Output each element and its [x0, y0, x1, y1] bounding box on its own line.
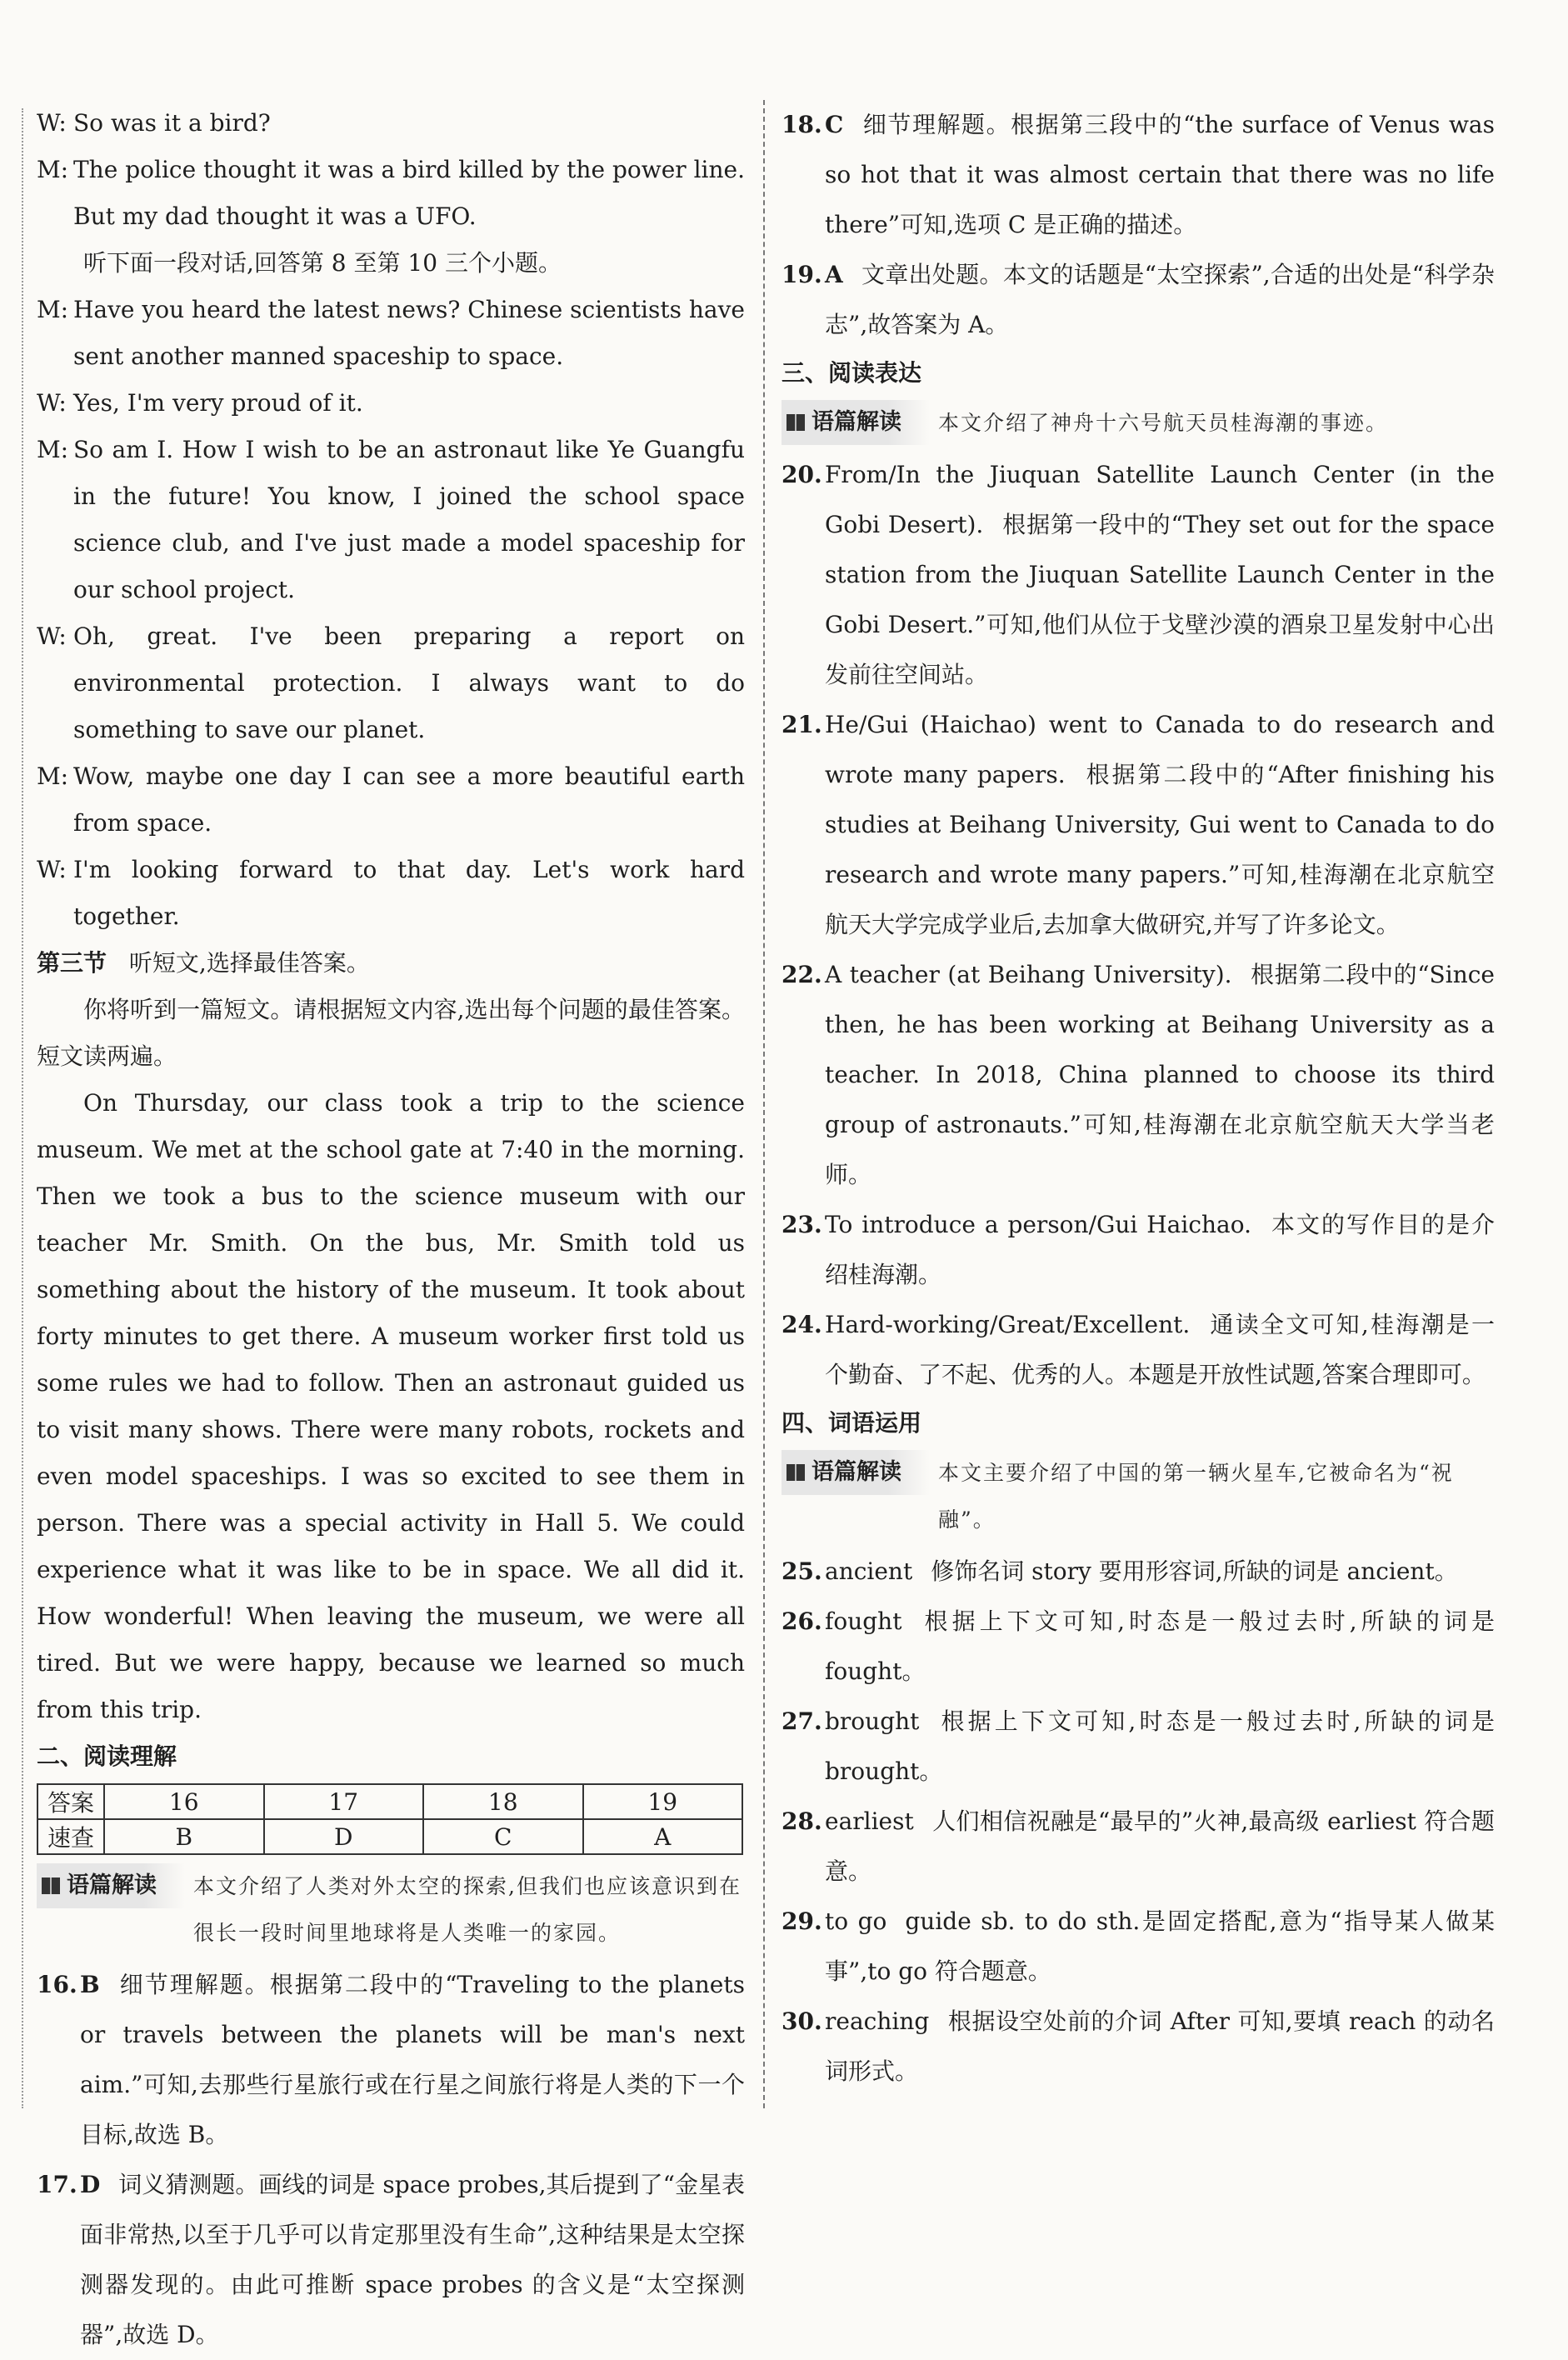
item-body: [825, 1897, 1495, 1997]
item-explanation: 根据上下文可知,时态是一般过去时,所缺的词是 fought。: [825, 1608, 1495, 1685]
right-column: [782, 100, 1495, 2097]
item-answer: He/Gui (Haichao) went to Canada to do research and wrote many papers.: [825, 711, 1495, 788]
item-explanation: 通读全文可知,桂海潮是一个勤奋、了不起、优秀的人。本题是开放性试题,答案合理即可。: [825, 1311, 1495, 1388]
item-explanation: 文章出处题。本文的话题是“太空探索”,合适的出处是“科学杂志”,故答案为 A。: [825, 261, 1495, 338]
section-3-label: 第三节: [37, 949, 107, 977]
speaker-tag: M:: [37, 296, 69, 323]
item-answer: Hard-working/Great/Excellent.: [825, 1311, 1191, 1338]
item-explanation: 修饰名词 story 要用形容词,所缺的词是 ancient。: [931, 1558, 1458, 1585]
item-explanation: 根据第二段中的“After finishing his studies at Beihang University, Gui went to Canada to do research and wrote many papers.”可知,桂海潮在北京航空航天大学完成学业后,去加拿大做研究,并写了许多论文。: [825, 761, 1495, 938]
speaker-tag: M:: [37, 436, 69, 463]
section-3-intro: 你将听到一篇短文。请根据短文内容,选出每个问题的最佳答案。短文读两遍。: [37, 996, 745, 1070]
analysis-badge-label: 语篇解读: [811, 1459, 901, 1485]
dialog-text: So was it a bird?: [73, 109, 271, 137]
dialog-line: [37, 147, 745, 240]
item-number: 28.: [782, 1808, 822, 1835]
item-number: 24.: [782, 1311, 822, 1338]
item-body: [825, 1300, 1495, 1400]
item-body: [825, 100, 1495, 250]
reading-comprehension-heading: 二、阅读理解: [37, 1742, 177, 1770]
speaker-tag: W:: [37, 109, 67, 137]
analysis-text: 本文介绍了人类对外太空的探索,但我们也应该意识到在很长一段时间里地球将是人类唯一的家园。: [193, 1874, 742, 1945]
section-3-heading: [37, 940, 745, 987]
book-icon: [40, 1875, 62, 1897]
item-body: [825, 250, 1495, 350]
item-number: 30.: [782, 2008, 822, 2035]
item-explanation: 词义猜测题。画线的词是 space probes,其后提到了“金星表面非常热,以至于几乎可以肯定那里没有生命”,这种结果是太空探测器发现的。由此可推断 space probes 的含义是“太空探测器”,故选 D。: [80, 2171, 745, 2348]
text-analysis: [37, 1863, 745, 1957]
table-cell: B: [104, 1819, 264, 1854]
item-answer: brought: [825, 1708, 920, 1735]
item-number: 26.: [782, 1608, 822, 1635]
answer-table-row: [37, 1819, 742, 1854]
word-usage-heading: 四、词语运用: [782, 1409, 922, 1437]
item-number: 27.: [782, 1708, 822, 1735]
item-explanation: 根据第一段中的“They set out for the space station from the Jiuquan Satellite Launch Center in the Gobi Desert.”可知,他们从位于戈壁沙漠的酒泉卫星发射中心出发前往空间站。: [825, 511, 1495, 688]
dialog-text: The police thought it was a bird killed by the power line. But my dad thought it was a UFO.: [73, 156, 745, 230]
item-answer: To introduce a person/Gui Haichao.: [825, 1211, 1252, 1238]
text-analysis: [782, 1450, 1495, 1543]
item-body: [825, 1797, 1495, 1897]
answer-item: [37, 2160, 745, 2360]
listening-instruction: 听下面一段对话,回答第 8 至第 10 三个小题。: [83, 249, 562, 277]
answer-item: [782, 1547, 1495, 1597]
item-number: 22.: [782, 961, 822, 988]
answer-item: [782, 100, 1495, 250]
analysis-text: 本文主要介绍了中国的第一辆火星车,它被命名为“祝融”。: [938, 1461, 1454, 1532]
item-answer: fought: [825, 1608, 902, 1635]
book-icon: [785, 412, 806, 433]
dialog-line: [37, 753, 745, 847]
item-answer: earliest: [825, 1808, 914, 1835]
dialog-line: [37, 100, 745, 147]
answer-item: [782, 950, 1495, 1200]
answer-item: [782, 1200, 1495, 1300]
table-label: 答案: [37, 1784, 104, 1819]
item-body: [825, 1547, 1495, 1597]
item-number: 23.: [782, 1211, 822, 1238]
speaker-tag: M:: [37, 762, 69, 790]
table-cell: A: [583, 1819, 743, 1854]
analysis-badge-label: 语篇解读: [811, 409, 901, 435]
answer-item: [782, 1697, 1495, 1797]
item-number: 19.: [782, 261, 822, 288]
item-explanation: 细节理解题。根据第二段中的“Traveling to the planets or travels between the planets will be man's next aim.”可知,去那些行星旅行或在行星之间旅行将是人类的下一个目标,故选 B。: [80, 1971, 745, 2148]
analysis-badge-label: 语篇解读: [67, 1872, 157, 1898]
item-body: [825, 700, 1495, 950]
item-body: [825, 1200, 1495, 1300]
analysis-badge: [782, 400, 930, 445]
item-explanation: 人们相信祝融是“最早的”火神,最高级 earliest 符合题意。: [825, 1808, 1495, 1885]
reading-expression-heading: 三、阅读表达: [782, 359, 922, 387]
left-margin-line: [22, 108, 23, 2108]
item-number: 20.: [782, 461, 822, 488]
answer-item: [37, 1960, 745, 2160]
table-cell: 16: [104, 1784, 264, 1819]
item-explanation: 根据设空处前的介词 After 可知,要填 reach 的动名词形式。: [825, 2008, 1495, 2085]
answer-item: [782, 1897, 1495, 1997]
table-cell: D: [264, 1819, 424, 1854]
item-answer: C: [825, 111, 844, 138]
item-answer: B: [80, 1971, 100, 1998]
item-explanation: guide sb. to do sth.是固定搭配,意为“指导某人做某事”,to go 符合题意。: [825, 1908, 1495, 1985]
answer-item: [782, 250, 1495, 350]
answer-item: [782, 1597, 1495, 1697]
dialog-line: [37, 613, 745, 753]
answer-table-row: [37, 1784, 742, 1819]
text-analysis: [782, 400, 1495, 447]
table-cell: 18: [423, 1784, 583, 1819]
item-body: [825, 1597, 1495, 1697]
answer-item: [782, 700, 1495, 950]
book-icon: [785, 1462, 806, 1483]
item-answer: D: [80, 2171, 101, 2198]
table-label: 速查: [37, 1819, 104, 1854]
table-cell: C: [423, 1819, 583, 1854]
dialog-line: [37, 847, 745, 940]
item-body: [825, 1697, 1495, 1797]
column-divider: [763, 100, 765, 2108]
item-answer: A teacher (at Beihang University).: [825, 961, 1232, 988]
answer-item: [782, 1300, 1495, 1400]
item-body: [80, 2160, 745, 2360]
item-body: [825, 950, 1495, 1200]
section-3-title: 听短文,选择最佳答案。: [128, 949, 370, 977]
analysis-badge: [782, 1450, 930, 1495]
item-answer: A: [825, 261, 843, 288]
dialog-line: [37, 287, 745, 380]
dialog-text: Have you heard the latest news? Chinese scientists have sent another manned spaceship to space.: [73, 296, 745, 370]
listening-passage: On Thursday, our class took a trip to the science museum. We met at the school gate at 7:40 in the morning. Then we took a bus to the science museum with our teacher Mr. Smith. On the bus, Mr. Smith told us something about the history of the museum. It took about forty minutes to get there. A museum worker first told us some rules we had to follow. Then an astronaut guided us to visit many shows. There were many robots, rockets and even model spaceships. I was so excited to see them in person. There was a special activity in Hall 5. We could experience what it was like to be in space. We all did it. How wonderful! When leaving the museum, we were all tired. But we were happy, because we learned so much from this trip.: [37, 1089, 745, 1723]
dialog-text: Wow, maybe one day I can see a more beautiful earth from space.: [73, 762, 745, 837]
answer-item: [782, 450, 1495, 700]
item-body: [80, 1960, 745, 2160]
item-body: [825, 1997, 1495, 2097]
item-explanation: 本文的写作目的是介绍桂海潮。: [825, 1211, 1495, 1288]
speaker-tag: W:: [37, 856, 67, 883]
answer-item: [782, 1797, 1495, 1897]
table-cell: 17: [264, 1784, 424, 1819]
dialog-line: [37, 380, 745, 427]
speaker-tag: M:: [37, 156, 69, 183]
dialog-line: [37, 427, 745, 613]
item-explanation: 根据上下文可知,时态是一般过去时,所缺的词是 brought。: [825, 1708, 1495, 1785]
answer-item: [782, 1997, 1495, 2097]
item-number: 18.: [782, 111, 822, 138]
item-explanation: 细节理解题。根据第三段中的“the surface of Venus was so hot that it was almost certain that there was no life there”可知,选项 C 是正确的描述。: [825, 111, 1495, 238]
table-cell: 19: [583, 1784, 743, 1819]
item-body: [825, 450, 1495, 700]
item-answer: to go: [825, 1908, 887, 1935]
item-number: 17.: [37, 2171, 77, 2198]
item-number: 25.: [782, 1558, 822, 1585]
item-number: 21.: [782, 711, 822, 738]
item-number: 16.: [37, 1971, 77, 1998]
analysis-badge: [37, 1863, 185, 1908]
speaker-tag: W:: [37, 622, 67, 650]
item-explanation: 根据第二段中的“Since then, he has been working at Beihang University as a teacher. In 2018, China planned to choose its third group of astronauts.”可知,桂海潮在北京航空航天大学当老师。: [825, 961, 1495, 1188]
item-answer: From/In the Jiuquan Satellite Launch Center (in the Gobi Desert).: [825, 461, 1495, 538]
dialog-text: So am I. How I wish to be an astronaut like Ye Guangfu in the future! You know, I joined the school space science club, and I've just made a model spaceship for our school project.: [73, 436, 745, 603]
analysis-text: 本文介绍了神舟十六号航天员桂海潮的事迹。: [938, 411, 1389, 435]
item-answer: reaching: [825, 2008, 930, 2035]
left-column: [37, 100, 745, 2360]
item-number: 29.: [782, 1908, 822, 1935]
item-answer: ancient: [825, 1558, 913, 1585]
answer-table: [37, 1783, 743, 1855]
dialog-text: I'm looking forward to that day. Let's work hard together.: [73, 856, 745, 930]
speaker-tag: W:: [37, 389, 67, 417]
dialog-text: Oh, great. I've been preparing a report on environmental protection. I always want to do something to save our planet.: [73, 622, 745, 743]
dialog-text: Yes, I'm very proud of it.: [73, 389, 363, 417]
